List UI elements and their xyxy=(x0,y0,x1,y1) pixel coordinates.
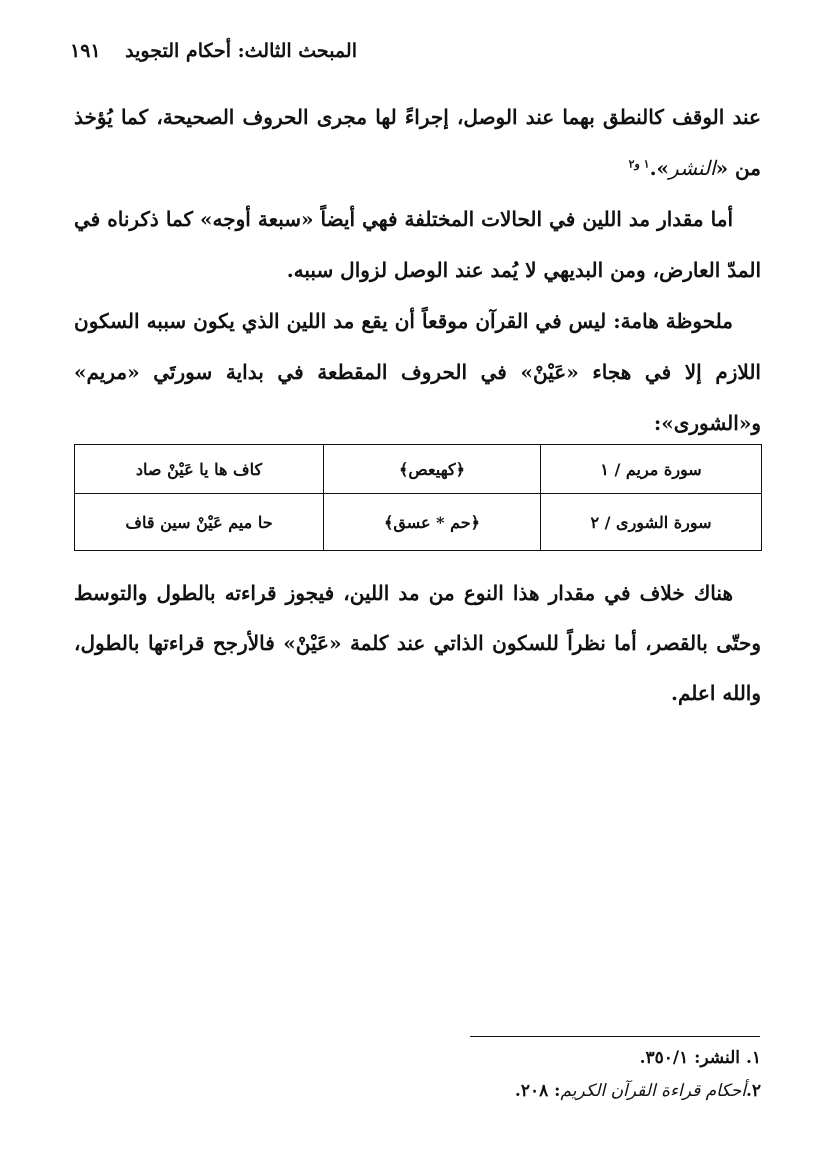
surah-cell: سورة الشورى / ٢ xyxy=(541,494,762,551)
paragraph-2: أما مقدار مد اللين في الحالات المختلفة فهي أيضاً «سبعة أوجه» كما ذكرناه في المدّ العارض، ومن البديهي لا يُمد عند الوصل لزوال سببه. xyxy=(74,207,761,282)
closing-text xyxy=(74,568,761,718)
table-row xyxy=(75,494,762,551)
footnotes xyxy=(341,1042,761,1108)
footnote-divider xyxy=(470,1036,760,1037)
quote-close: ». xyxy=(649,156,670,180)
surah-cell: سورة مريم / ١ xyxy=(541,445,762,494)
letters-cell: ﴿كهيعص﴾ xyxy=(324,445,541,494)
footnote-2-number: ٢. xyxy=(745,1081,761,1101)
paragraph-4: هناك خلاف في مقدار هذا النوع من مد اللين، فيجوز قراءته بالطول والتوسط وحتّى بالقصر، أما نظراً للسكون الذاتي عند كلمة «عَيْنْ» فالأرجح قراءتها بالطول، والله اعلم. xyxy=(74,581,761,705)
letters-cell: ﴿حم * عسق﴾ xyxy=(324,494,541,551)
footnote-1 xyxy=(341,1042,761,1075)
body-text xyxy=(74,92,761,449)
paragraph-1 xyxy=(74,92,761,194)
source-title: النشر xyxy=(669,156,716,180)
table-row xyxy=(75,445,762,494)
reading-cell: كاف ها يا عَيْنْ صاد xyxy=(75,445,324,494)
footnote-2-page: : ٢٠٨. xyxy=(514,1081,561,1101)
reading-cell: حا ميم عَيْنْ سين قاف xyxy=(75,494,324,551)
footnote-1-number: ١. xyxy=(745,1048,761,1068)
paragraph-3: ملحوظة هامة: ليس في القرآن موقعاً أن يقع مد اللين الذي يكون سببه السكون اللازم إلا في هجاء «عَيْنْ» في الحروف المقطعة في بداية سورتَي «مريم» و«الشورى»: xyxy=(74,309,761,435)
header-title: المبحث الثالث: أحكام التجويد xyxy=(125,40,357,62)
footnote-2-source: أحكام قراءة القرآن الكريم xyxy=(560,1081,746,1101)
running-header xyxy=(70,36,357,66)
page-number: ١٩١ xyxy=(70,40,101,62)
footnote-2 xyxy=(341,1075,761,1108)
letters-table xyxy=(74,444,762,551)
footnote-1-text: النشر: ٣٥٠/١. xyxy=(639,1048,741,1068)
paragraph-1-text: عند الوقف كالنطق بهما عند الوصل، إجراءً لها مجرى الحروف الصحيحة، كما يُؤخذ من xyxy=(74,105,761,180)
footnote-ref: ١ و٢ xyxy=(628,157,650,171)
quote-open: « xyxy=(715,156,729,180)
